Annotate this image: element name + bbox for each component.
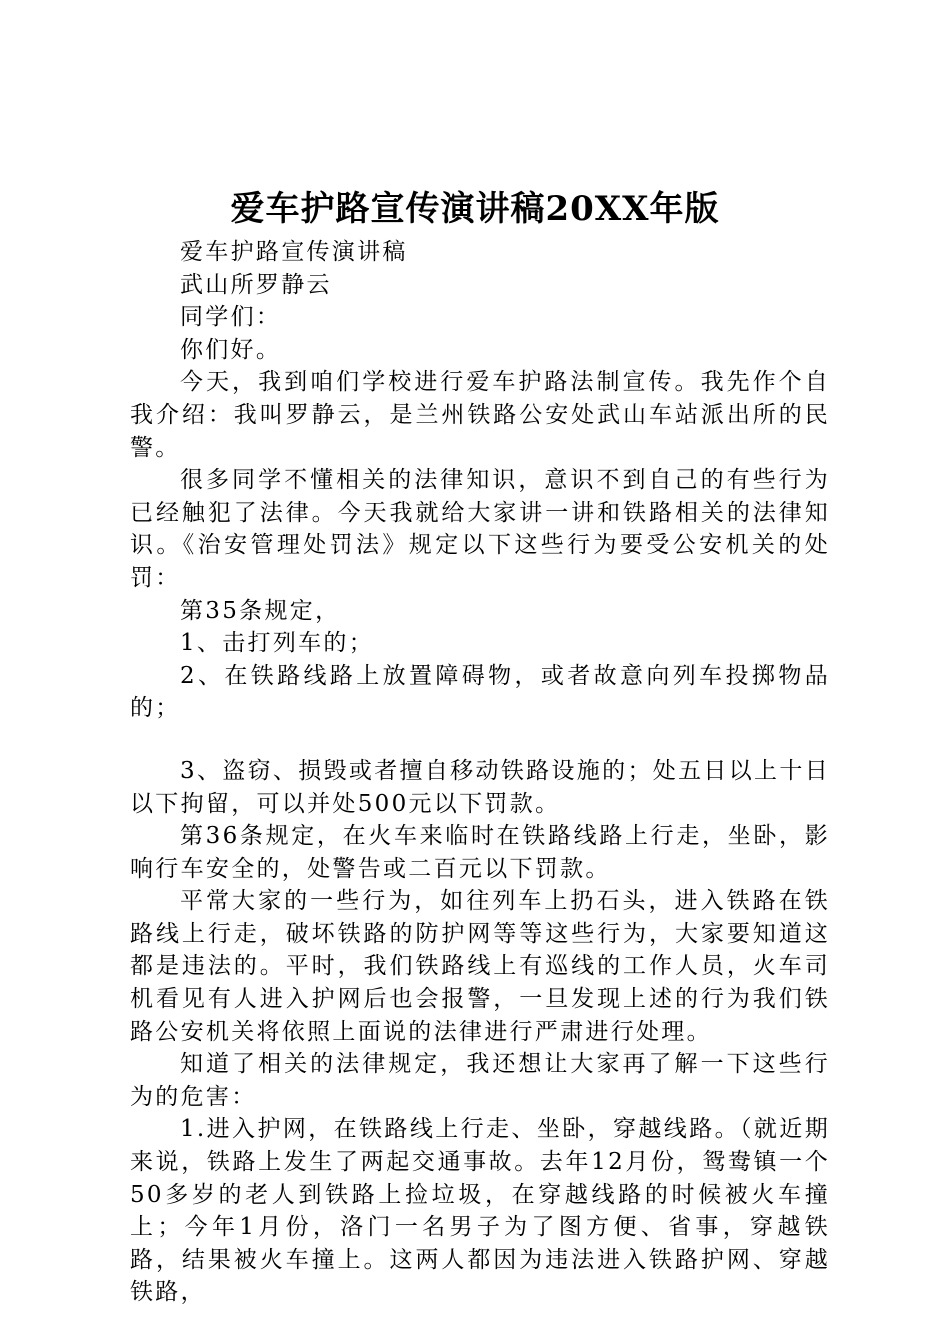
paragraph: 今天，我到咱们学校进行爱车护路法制宣传。我先作个自我介绍：我叫罗静云，是兰州铁路公安处武山车站派出所的民警。 (130, 369, 830, 461)
paragraph: 第36条规定，在火车来临时在铁路线路上行走，坐卧，影响行车安全的，处警告或二百元以下罚款。 (130, 823, 830, 882)
paragraph: 1、击打列车的； (180, 630, 375, 657)
paragraph: 你们好。 (180, 336, 282, 363)
paragraph: 同学们： (180, 304, 282, 331)
paragraph: 1.进入护网，在铁路线上行走、坐卧，穿越线路。（就近期来说，铁路上发生了两起交通事故。去年12月份，鸳鸯镇一个50多岁的老人到铁路上捡垃圾，在穿越线路的时候被火车撞上；今年1月份，洛门一名男子为了图方便、省事，穿越铁路，结果被火车撞上。这两人都因为违法进入铁路护网、穿越铁路， (130, 1116, 830, 1306)
paragraph: 3、盗窃、损毁或者擅自移动铁路设施的；处五日以上十日以下拘留，可以并处500元以下罚款。 (130, 757, 830, 817)
paragraph: 武山所罗静云 (180, 271, 332, 298)
paragraph: 2、在铁路线路上放置障碍物，或者故意向列车投掷物品的； (130, 662, 830, 722)
document-body (130, 236, 830, 1309)
paragraph: 爱车护路宣传演讲稿 (180, 239, 408, 265)
paragraph: 平常大家的一些行为，如往列车上扔石头，进入铁路在铁路线上行走，破坏铁路的防护网等等这些行为，大家要知道这都是违法的。平时，我们铁路线上有巡线的工作人员，火车司机看见有人进入护网后也会报警，一旦发现上述的行为我们铁路公安机关将依照上面说的法律进行严肃进行处理。 (130, 888, 830, 1045)
paragraph: 知道了相关的法律规定，我还想让大家再了解一下这些行为的危害： (130, 1051, 830, 1110)
document-title: 爱车护路宣传演讲稿20XX年版 (230, 189, 720, 229)
paragraph: 很多同学不懂相关的法律知识，意识不到自己的有些行为已经触犯了法律。今天我就给大家讲一讲和铁路相关的法律知识。《治安管理处罚法》规定以下这些行为要受公安机关的处罚： (130, 467, 830, 591)
paragraph: 第35条规定， (180, 597, 341, 624)
